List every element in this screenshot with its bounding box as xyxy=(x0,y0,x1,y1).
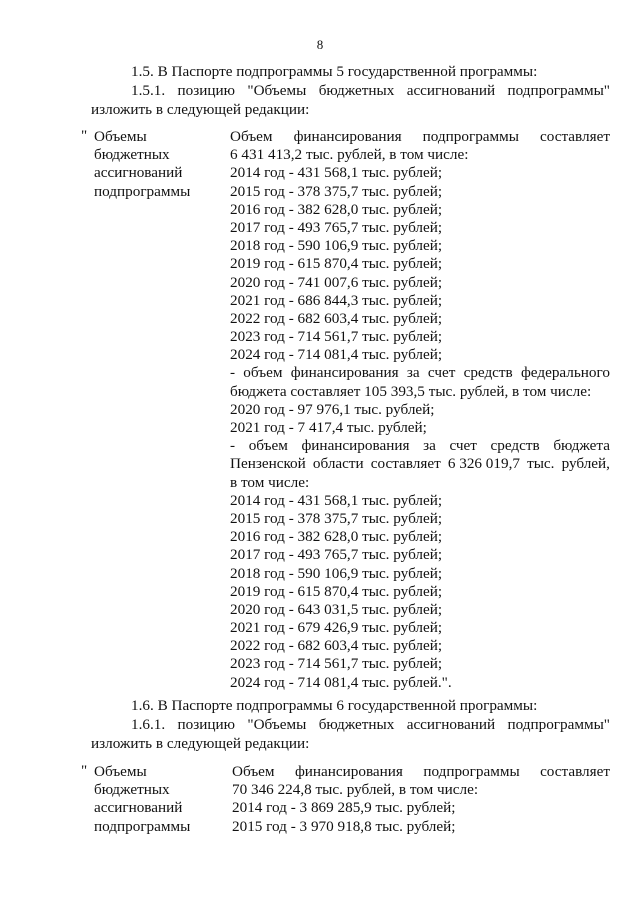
label-line: ассигнований xyxy=(94,799,183,817)
value-line: 2015 год - 378 375,7 тыс. рублей; xyxy=(230,182,443,200)
value-line: 2014 год - 3 869 285,9 тыс. рублей; xyxy=(232,799,456,817)
opening-quote: " xyxy=(81,762,88,779)
word: позицию xyxy=(177,82,235,99)
budget-values-1 xyxy=(230,128,610,692)
regional-value-line: 2017 год - 493 765,7 тыс. рублей; xyxy=(230,546,443,564)
word: финансирования xyxy=(290,364,399,382)
federal-value-line: 2020 год - 97 976,1 тыс. рублей; xyxy=(230,400,435,418)
value-first-line xyxy=(232,763,610,781)
regional-line-2 xyxy=(230,455,610,473)
word: позицию xyxy=(177,716,235,733)
opening-quote: " xyxy=(81,127,88,144)
section-1-5-heading: 1.5. В Паспорте подпрограммы 5 государственной программы: xyxy=(131,63,538,80)
word: ассигнований xyxy=(406,82,496,99)
value-line: 2022 год - 682 603,4 тыс. рублей; xyxy=(230,309,443,327)
value-line: 2021 год - 686 844,3 тыс. рублей; xyxy=(230,291,443,309)
regional-value-line: 2018 год - 590 106,9 тыс. рублей; xyxy=(230,564,443,582)
label-line: бюджетных xyxy=(94,146,170,164)
word: за xyxy=(406,364,420,382)
word: "Объемы xyxy=(247,82,307,99)
word: составляет xyxy=(540,128,610,145)
word: средств xyxy=(490,437,540,455)
word: за xyxy=(423,437,436,455)
section-1-5-1-continuation: изложить в следующей редакции: xyxy=(91,101,310,118)
label-line: Объемы xyxy=(94,128,147,145)
value-line: 2017 год - 493 765,7 тыс. рублей; xyxy=(230,218,443,236)
word: "Объемы xyxy=(247,716,307,733)
value-line: 2019 год - 615 870,4 тыс. рублей; xyxy=(230,255,443,273)
word: объем xyxy=(243,364,283,382)
word: подпрограммы" xyxy=(507,82,610,99)
word: - xyxy=(230,437,236,455)
label-line: подпрограммы xyxy=(94,182,191,200)
word: Пензенской xyxy=(230,455,306,473)
value-line: 70 346 224,8 тыс. рублей, в том числе: xyxy=(232,781,479,799)
value-first-line xyxy=(230,128,610,146)
regional-value-line: 2023 год - 714 561,7 тыс. рублей; xyxy=(230,655,443,673)
section-1-5-1-subheading xyxy=(131,82,610,100)
federal-value-line: 2021 год - 7 417,4 тыс. рублей; xyxy=(230,419,427,436)
label-line: бюджетных xyxy=(94,781,170,799)
value-line: 2016 год - 382 628,0 тыс. рублей; xyxy=(230,200,443,218)
regional-value-line: 2016 год - 382 628,0 тыс. рублей; xyxy=(230,528,443,546)
regional-value-line: 2021 год - 679 426,9 тыс. рублей; xyxy=(230,619,443,637)
value-line: 2024 год - 714 081,4 тыс. рублей; xyxy=(230,346,443,364)
word: счет xyxy=(427,364,456,382)
regional-line xyxy=(230,437,610,455)
word: финансирования xyxy=(294,763,403,780)
word: подпрограммы" xyxy=(507,716,610,733)
budget-label-1 xyxy=(94,128,190,201)
label-line: ассигнований xyxy=(94,164,183,182)
word: счет xyxy=(449,437,477,455)
regional-value-line: 2024 год - 714 081,4 тыс. рублей.". xyxy=(230,673,452,691)
word: 6 326 019,7 xyxy=(447,455,520,473)
regional-value-line: 2022 год - 682 603,4 тыс. рублей; xyxy=(230,637,443,655)
section-1-6-1-continuation: изложить в следующей редакции: xyxy=(91,735,310,752)
word: объем xyxy=(248,437,288,455)
value-line: 2015 год - 3 970 918,8 тыс. рублей; xyxy=(232,817,456,835)
regional-value-line: в том числе: xyxy=(230,473,310,491)
regional-value-line: 2020 год - 643 031,5 тыс. рублей; xyxy=(230,600,443,618)
word: тыс. xyxy=(527,455,555,473)
value-line: 2018 год - 590 106,9 тыс. рублей; xyxy=(230,237,443,255)
word: - xyxy=(230,364,236,382)
word: бюджетных xyxy=(318,82,395,99)
regional-value-line: 2014 год - 431 568,1 тыс. рублей; xyxy=(230,491,443,509)
word: подпрограммы xyxy=(422,128,519,145)
word: средств xyxy=(463,364,513,382)
budget-label-2 xyxy=(94,763,190,836)
word: области xyxy=(312,455,364,473)
page-number: 8 xyxy=(316,37,324,52)
value-line: 2014 год - 431 568,1 тыс. рублей; xyxy=(230,164,443,182)
regional-value-line: 2015 год - 378 375,7 тыс. рублей; xyxy=(230,509,443,527)
word: федерального xyxy=(520,364,610,382)
word: Объем xyxy=(230,128,273,145)
value-line: 2023 год - 714 561,7 тыс. рублей; xyxy=(230,328,443,346)
word: 1.6.1. xyxy=(131,716,166,733)
section-1-6-heading: 1.6. В Паспорте подпрограммы 6 государственной программы: xyxy=(131,697,538,714)
label-line: Объемы xyxy=(94,763,147,780)
value-line: 6 431 413,2 тыс. рублей, в том числе: xyxy=(230,146,469,164)
word: бюджета xyxy=(553,437,610,455)
word: составляет xyxy=(540,763,610,780)
word: финансирования xyxy=(301,437,410,455)
word: подпрограммы xyxy=(423,763,520,780)
federal-line xyxy=(230,364,610,382)
federal-value-line: бюджета составляет 105 393,5 тыс. рублей, в том числе: xyxy=(230,382,592,400)
budget-values-2 xyxy=(232,763,610,836)
section-1-6-1-subheading xyxy=(131,716,610,734)
word: бюджетных xyxy=(318,716,395,733)
word: ассигнований xyxy=(406,716,496,733)
word: составляет xyxy=(370,455,441,473)
word: Объем xyxy=(232,763,275,780)
value-line: 2020 год - 741 007,6 тыс. рублей; xyxy=(230,273,443,291)
label-line: подпрограммы xyxy=(94,817,191,835)
word: 1.5.1. xyxy=(131,82,166,99)
regional-value-line: 2019 год - 615 870,4 тыс. рублей; xyxy=(230,582,443,600)
word: финансирования xyxy=(293,128,402,145)
word: рублей, xyxy=(561,455,610,473)
